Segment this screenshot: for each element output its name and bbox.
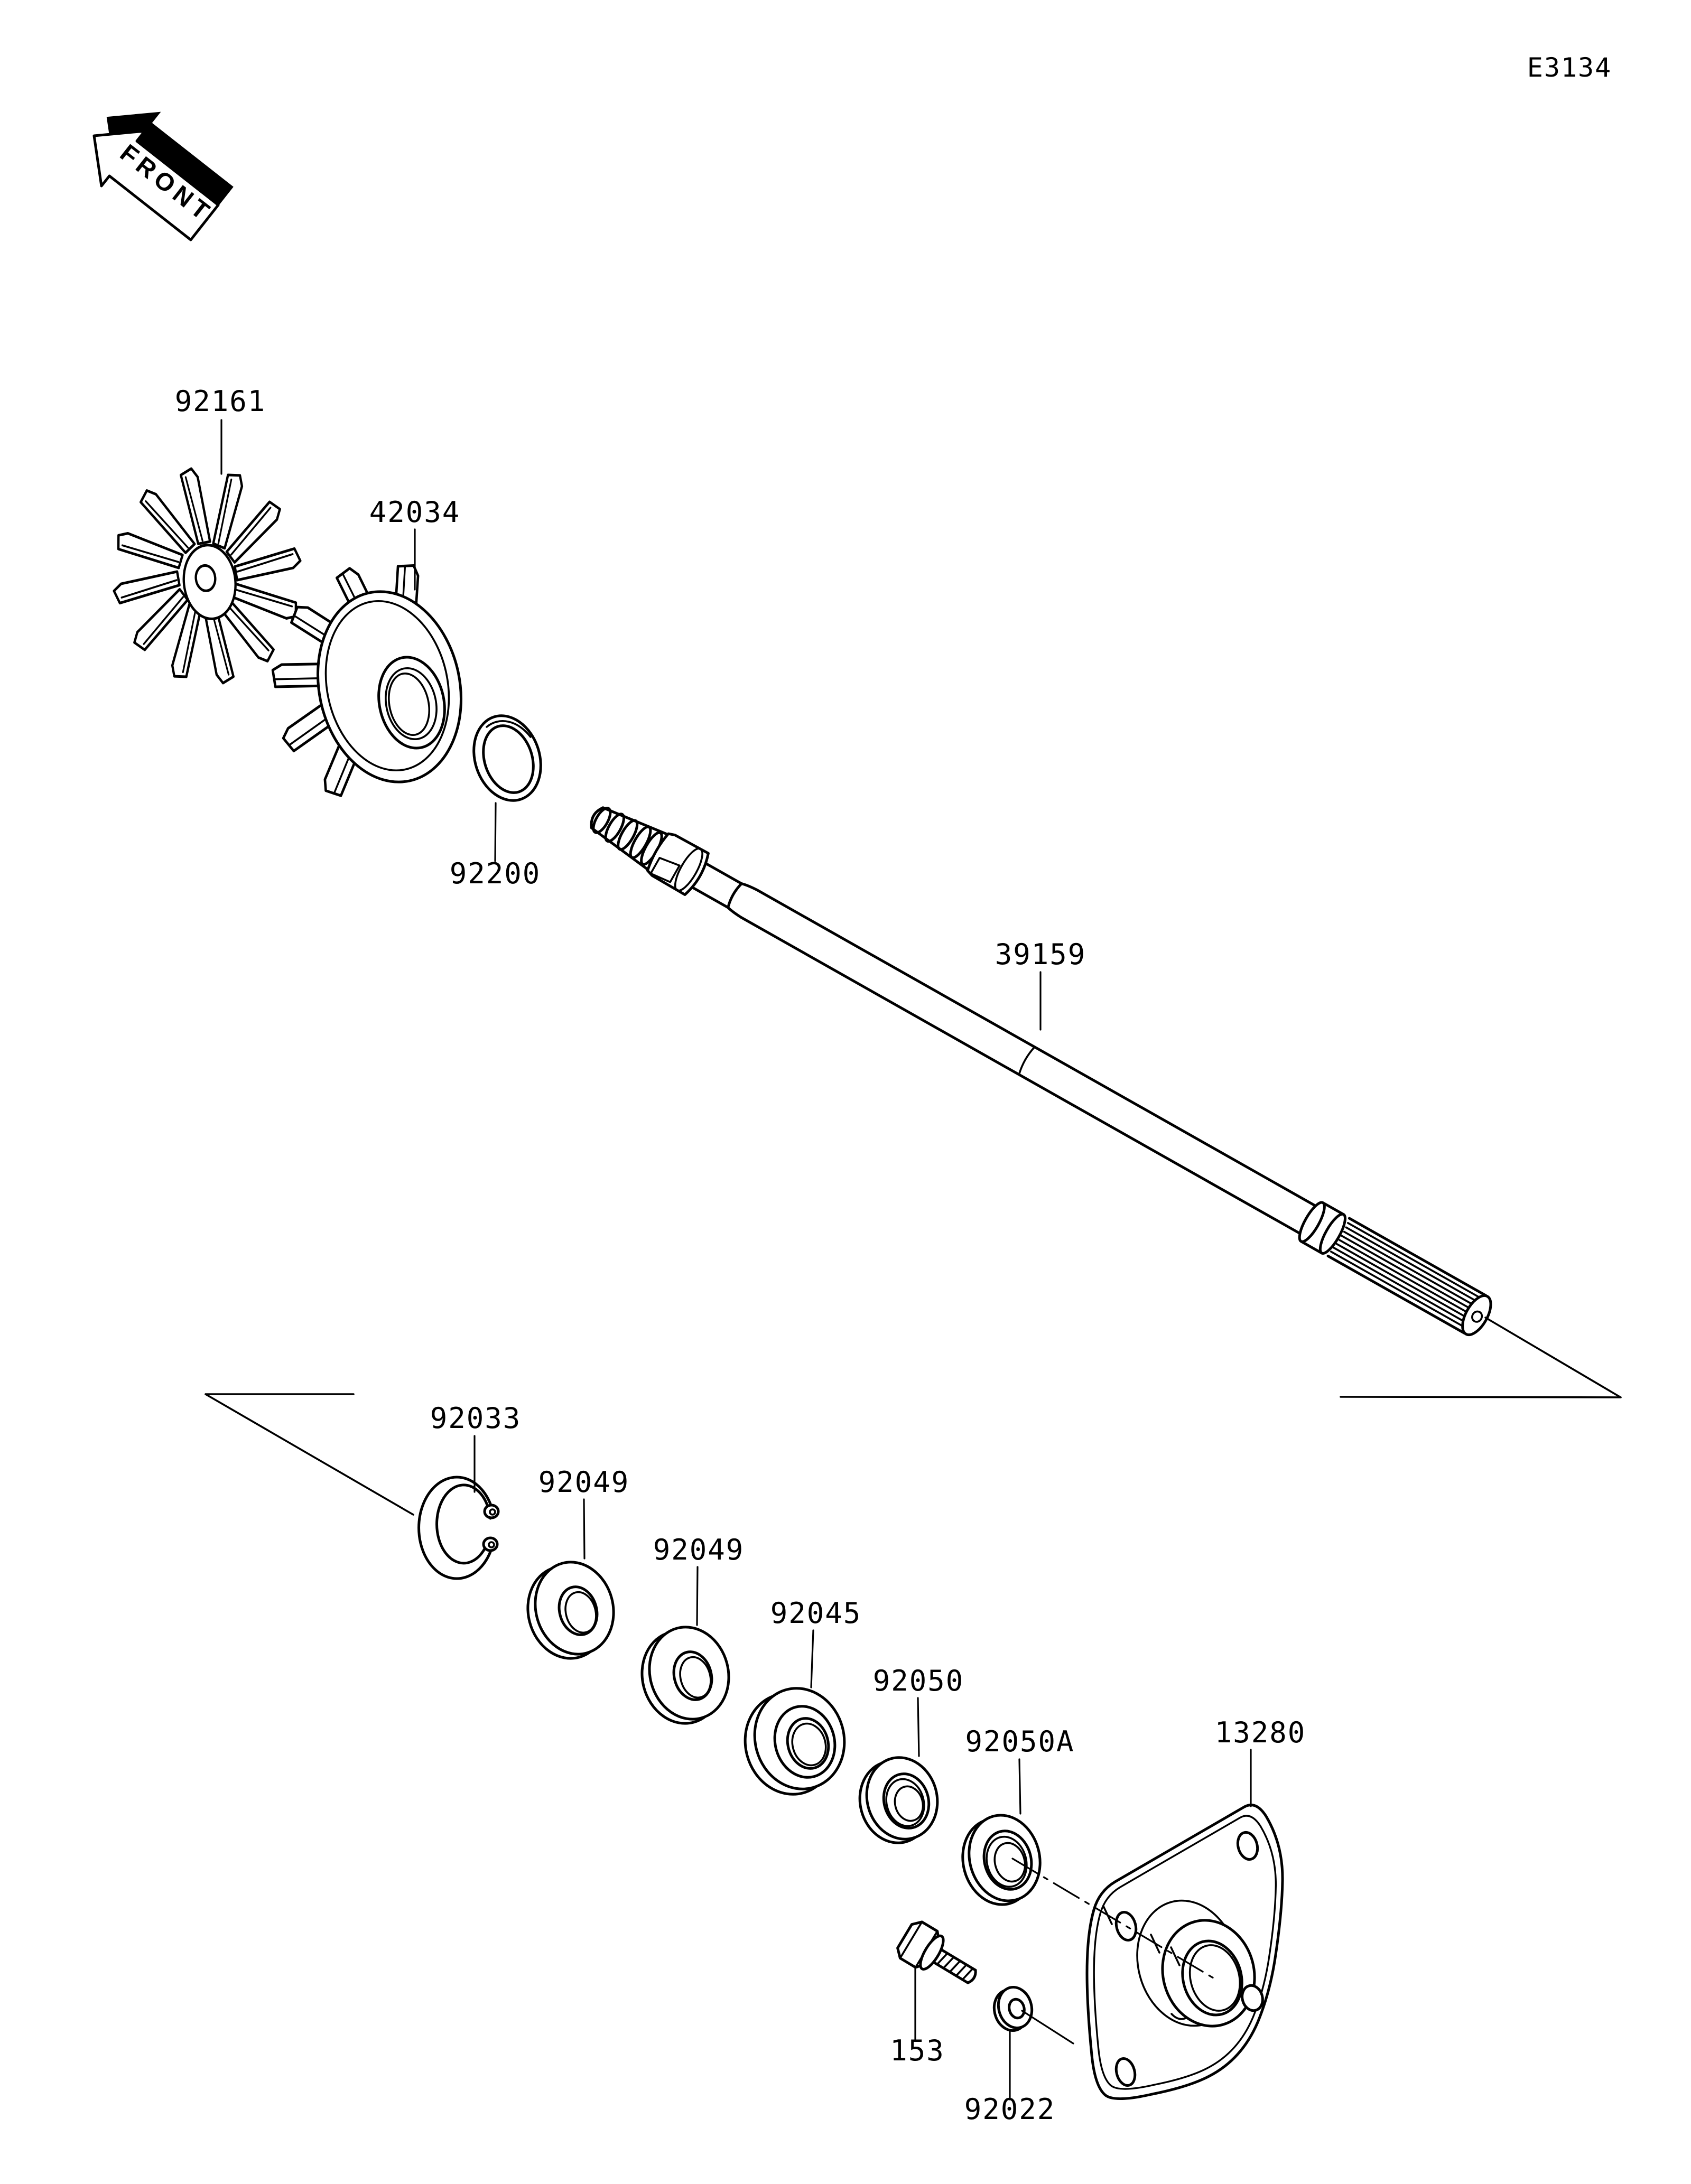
part-label-92022: 92022 xyxy=(964,2093,1056,2126)
part-label-39159: 39159 xyxy=(995,938,1086,971)
part-label-42034: 42034 xyxy=(369,496,461,529)
part-bolt-153 xyxy=(894,1918,984,1996)
part-label-153: 153 xyxy=(890,2034,945,2067)
part-label-92049-second: 92049 xyxy=(653,1533,745,1566)
part-seal-92049-first xyxy=(518,1553,624,1667)
part-ring-92200 xyxy=(463,707,552,809)
front-arrow-icon xyxy=(94,113,232,240)
part-circlip-92033 xyxy=(419,1477,498,1579)
part-holder-plate-13280 xyxy=(1087,1805,1283,2099)
front-arrow-label: FRONT xyxy=(115,138,219,228)
part-label-92050: 92050 xyxy=(872,1664,964,1697)
part-seal-92049-second xyxy=(632,1618,739,1732)
part-label-92200: 92200 xyxy=(449,857,541,890)
part-coupling-42034 xyxy=(255,555,478,807)
part-label-92045: 92045 xyxy=(770,1597,862,1630)
part-washer-92022 xyxy=(990,1983,1036,2034)
part-label-13280: 13280 xyxy=(1214,1716,1306,1749)
page-code: E3134 xyxy=(1527,52,1612,83)
part-label-92033: 92033 xyxy=(430,1402,522,1435)
part-label-92161: 92161 xyxy=(174,385,266,418)
part-label-92049-first: 92049 xyxy=(538,1466,630,1499)
axis-break-lines xyxy=(206,1318,1621,1515)
part-label-92050a: 92050A xyxy=(965,1725,1075,1758)
part-drive-shaft-39159 xyxy=(582,795,1498,1341)
part-impeller-92161 xyxy=(102,458,312,693)
part-seal-92050a xyxy=(953,1807,1049,1913)
part-ball-bearing-92045 xyxy=(734,1678,856,1805)
part-bearing-92050 xyxy=(851,1750,946,1851)
